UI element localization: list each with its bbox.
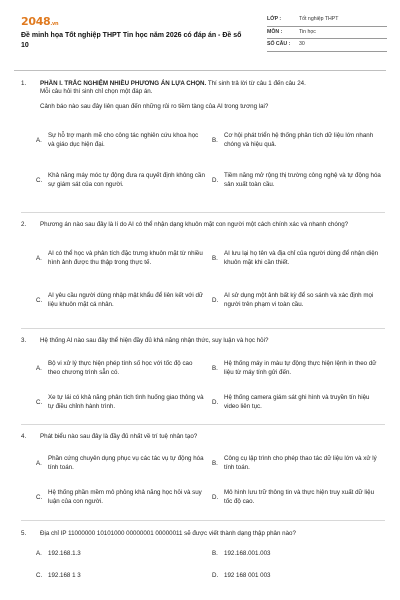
option-b[interactable]: B. Hệ thống máy in màu tự động thực hiện lệnh in theo dữ liệu từ máy tính gửi đến. [212,360,377,376]
section-instruction: Thí sinh trả lời từ câu 1 đến câu 24. [206,80,306,87]
document-title: Đề minh họa Tốt nghiệp THPT Tin học năm 2026 có đáp án - Đề số 10 [21,32,242,49]
question-divider [21,328,385,329]
meta-row-count [267,39,387,52]
option-a[interactable]: A. Phần cứng chuyên dụng phục vụ các tác vụ tự động hóa tính toán. [36,455,204,471]
option-d[interactable]: D. 192 168 001 003 [212,572,271,580]
option-a[interactable]: A. Bộ vi xử lý thực hiện phép tính số học với tốc độ cao theo chương trình sẵn có. [36,360,193,376]
question-number: 1. [21,80,27,87]
meta-table [267,14,387,52]
question-prompt: Cảnh báo nào sau đây liên quan đến những rủi ro tiềm tàng của AI trong tương lai? [40,102,269,110]
meta-value: Tốt nghiệp THPT [299,16,339,23]
question-text: Phát biểu nào sau đây là đầy đủ nhất về trí tuệ nhân tạo? [40,433,198,440]
option-a[interactable]: A. AI có thể học và phân tích đặc trưng khuôn mặt từ nhiều hình ảnh được thu thập trong thực tế. [36,250,203,266]
option-c[interactable]: C. Xe tự lái có khả năng phân tích tình huống giao thông và tự điều chỉnh hành trình. [36,394,204,410]
meta-row-class [267,14,387,27]
question-3 [21,337,383,345]
section-heading: PHẦN I. TRẮC NGHIỆM NHIỀU PHƯƠNG ÁN LỰA CHỌN. [40,80,207,87]
site-logo[interactable] [21,15,58,30]
option-b[interactable]: B. AI lưu lại họ tên và địa chỉ của người dùng để nhận diện khuôn mặt khi cần thiết. [212,250,379,266]
section-instruction-2: Mỗi câu hỏi thí sinh chỉ chọn một đáp án. [40,88,153,96]
logo-main: 2048 [21,15,51,28]
option-c[interactable]: C. Khả năng máy móc tự động đưa ra quyết định không cần sự giám sát của con người. [36,172,205,188]
question-number: 3. [21,337,27,344]
document-header [14,12,388,64]
question-text: Địa chỉ IP 11000000 10101000 00000001 00000011 sẽ được viết thành dạng thập phân nào? [40,530,296,537]
question-number: 2. [21,221,27,228]
meta-key: SỐ CÂU : [267,41,291,48]
option-d[interactable]: D. AI sử dụng một ảnh bất kỳ để so sánh và xác định mọi người trên phạm vi toàn cầu. [212,292,374,308]
option-a[interactable]: A. Sự hỗ trợ mạnh mẽ cho công tác nghiên cứu khoa học và giáo dục hiện đại. [36,132,199,148]
meta-key: MÔN : [267,28,283,35]
meta-value: Tin học [299,28,316,35]
question-text: Phương án nào sau đây là lí do AI có thể nhận dạng khuôn mặt con người một cách chính xác và nhanh chóng? [40,221,349,228]
meta-value: 30 [299,41,305,48]
option-d[interactable]: D. Tiềm năng mở rộng thị trường công nghệ và tự động hóa sản xuất toàn cầu. [212,172,381,188]
question-text: Hệ thống AI nào sau đây thể hiện đầy đủ khả năng nhận thức, suy luận và học hỏi? [40,337,269,344]
question-2 [21,221,383,229]
question-divider [21,212,385,213]
meta-key: LỚP : [267,16,282,23]
option-d[interactable]: D. Hệ thống camera giám sát ghi hình và truyền tín hiệu video liên tục. [212,394,370,410]
meta-row-subject [267,27,387,40]
question-text [21,80,383,111]
option-a[interactable]: A. 192.168.1.3 [36,550,81,558]
question-number: 5. [21,530,27,537]
question-number: 4. [21,433,27,440]
option-b[interactable]: B. Cơ hội phát triển hệ thống phân tích dữ liệu lớn nhanh chóng và hiệu quả. [212,132,374,148]
option-c[interactable]: C. 192.168 1 3 [36,572,81,580]
option-b[interactable]: B. 192.168.001.003 [212,550,271,558]
question-1 [21,80,383,111]
logo-suffix: .vn [50,21,59,27]
question-divider [21,424,385,425]
option-b[interactable]: B. Công cụ lập trình cho phép thao tác dữ liệu lớn và xử lý tính toán. [212,455,377,471]
option-d[interactable]: D. Mô hình lưu trữ thông tin và thực hiện truy xuất dữ liệu tốc độ cao. [212,489,375,505]
question-4 [21,433,383,441]
option-c[interactable]: C. AI yêu cầu người dùng nhập mật khẩu để liên kết với dữ liệu khuôn mặt cá nhân. [36,292,204,308]
option-c[interactable]: C. Hệ thống phần mềm mô phỏng khả năng học hỏi và suy luận của con người. [36,489,202,505]
question-5 [21,530,383,538]
question-divider [21,520,385,521]
header-divider [14,70,386,71]
